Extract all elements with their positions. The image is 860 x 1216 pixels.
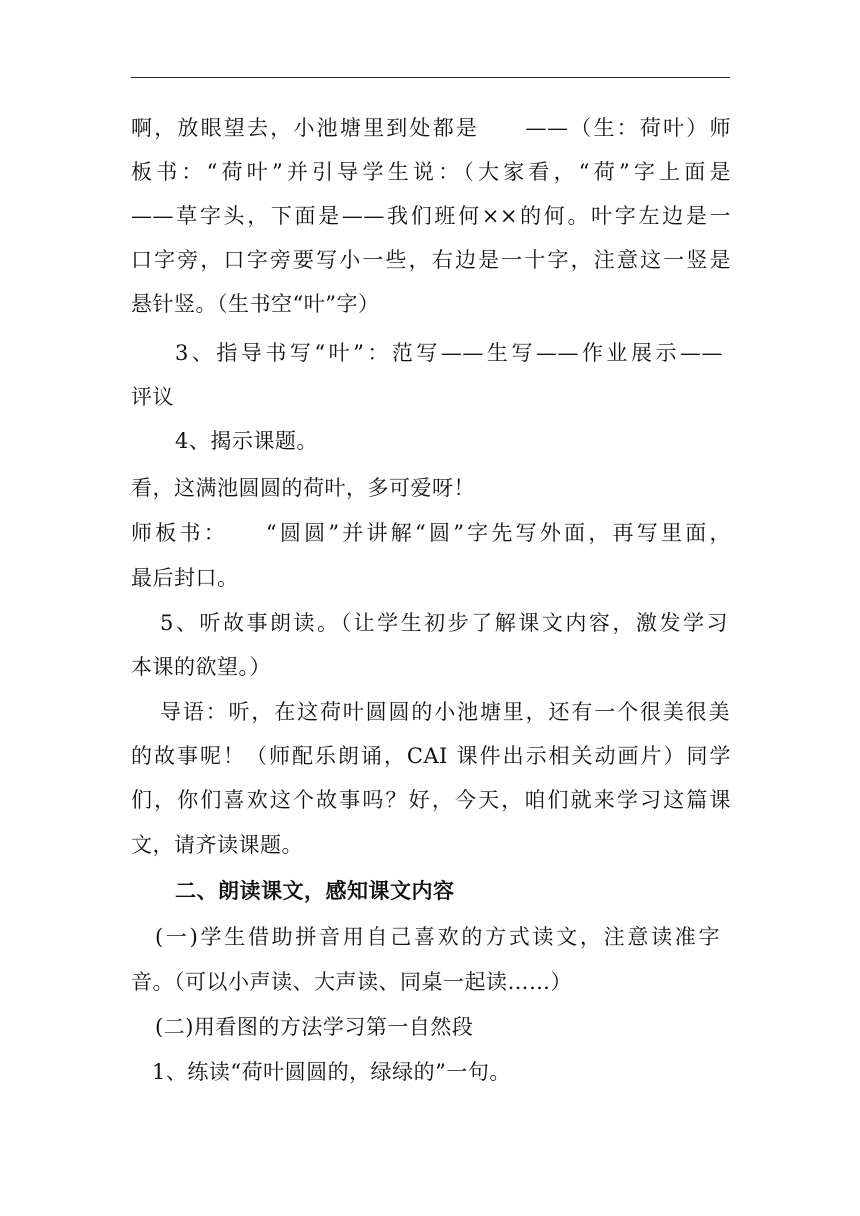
text-line: 最后封口。 (131, 566, 239, 590)
text-line: 本课的欲望。） (131, 655, 271, 679)
text-line: 导语：听，在这荷叶圆圆的小池塘里，还有一个很美很美 (160, 700, 730, 724)
text-line: 评议 (131, 385, 174, 409)
text-line: 1、练读“荷叶圆圆的，绿绿的”一句。 (152, 1060, 511, 1084)
text-line: 看，这满池圆圆的荷叶，多可爱呀！ (131, 476, 475, 500)
text-line: 口字旁，口字旁要写小一些，右边是一十字，注意这一竖是 (131, 248, 731, 272)
text-line: 3、指导书写“叶”：范写——生写——作业展示—— (175, 341, 723, 365)
text-line: 的故事呢！（师配乐朗诵，CAI 课件出示相关动画片）同学 (131, 744, 731, 768)
text-line: ——草字头，下面是——我们班何××的何。叶字左边是一 (131, 204, 731, 228)
text-line: (二)用看图的方法学习第一自然段 (155, 1015, 474, 1039)
text-line: 板书：“荷叶”并引导学生说：（大家看，“荷”字上面是 (131, 160, 731, 184)
text-line: (一)学生借助拼音用自己喜欢的方式读文，注意读准字 (155, 925, 720, 949)
text-line: 文，请齐读课题。 (131, 833, 303, 857)
text-line: 啊，放眼望去，小池塘里到处都是 ——（生：荷叶）师 (131, 116, 731, 140)
text-line: 悬针竖。（生书空“叶”字） (131, 292, 380, 316)
header-rule (131, 77, 730, 78)
text-line: 4、揭示课题。 (175, 429, 318, 453)
text-line: 音。（可以小声读、大声读、同桌一起读……） (131, 970, 572, 994)
text-line: 5、听故事朗读。（让学生初步了解课文内容，激发学习 (160, 611, 728, 635)
text-line: 们，你们喜欢这个故事吗？好，今天，咱们就来学习这篇课 (131, 788, 731, 812)
text-line: 师板书： “圆圆”并讲解“圆”字先写外面，再写里面， (131, 521, 731, 545)
section-heading: 二、朗读课文，感知课文内容 (175, 879, 455, 903)
